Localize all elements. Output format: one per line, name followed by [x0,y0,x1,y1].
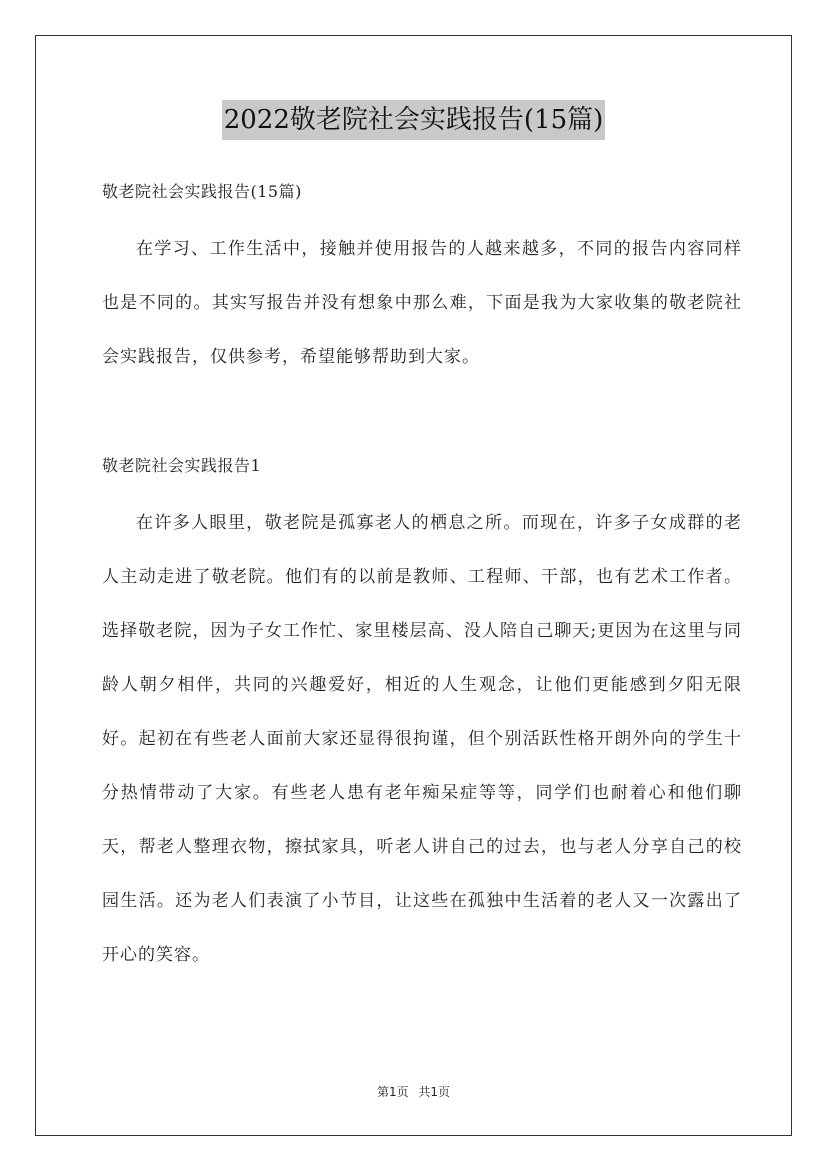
section-heading: 敬老院社会实践报告1 [102,456,262,475]
title-container [0,100,827,140]
page-footer [0,1083,827,1100]
page-total: 共1页 [418,1085,451,1099]
document-subtitle: 敬老院社会实践报告(15篇) [102,182,302,201]
intro-paragraph: 在学习、工作生活中，接触并使用报告的人越来越多，不同的报告内容同样也是不同的。其实写报告并没有想象中那么难，下面是我为大家收集的敬老院社会实践报告，仅供参考，希望能够帮助到大家。 [102,239,742,367]
document-title: 2022敬老院社会实践报告(15篇) [222,100,606,140]
section-paragraph: 在许多人眼里，敬老院是孤寡老人的栖息之所。而现在，许多子女成群的老人主动走进了敬老院。他们有的以前是教师、工程师、干部，也有艺术工作者。选择敬老院，因为子女工作忙、家里楼层高、没人陪自己聊天;更因为在这里与同龄人朝夕相伴，共同的兴趣爱好，相近的人生观念，让他们更能感到夕阳无限好。起初在有些老人面前大家还显得很拘谨，但个别活跃性格开朗外向的学生十分热情带动了大家。有些老人患有老年痴呆症等等，同学们也耐着心和他们聊天，帮老人整理衣物，擦拭家具，听老人讲自己的过去，也与老人分享自己的校园生活。还为老人们表演了小节目，让这些在孤独中生活着的老人又一次露出了开心的笑容。 [102,513,742,965]
document-body [102,172,742,982]
page-number: 第1页 [376,1085,409,1099]
